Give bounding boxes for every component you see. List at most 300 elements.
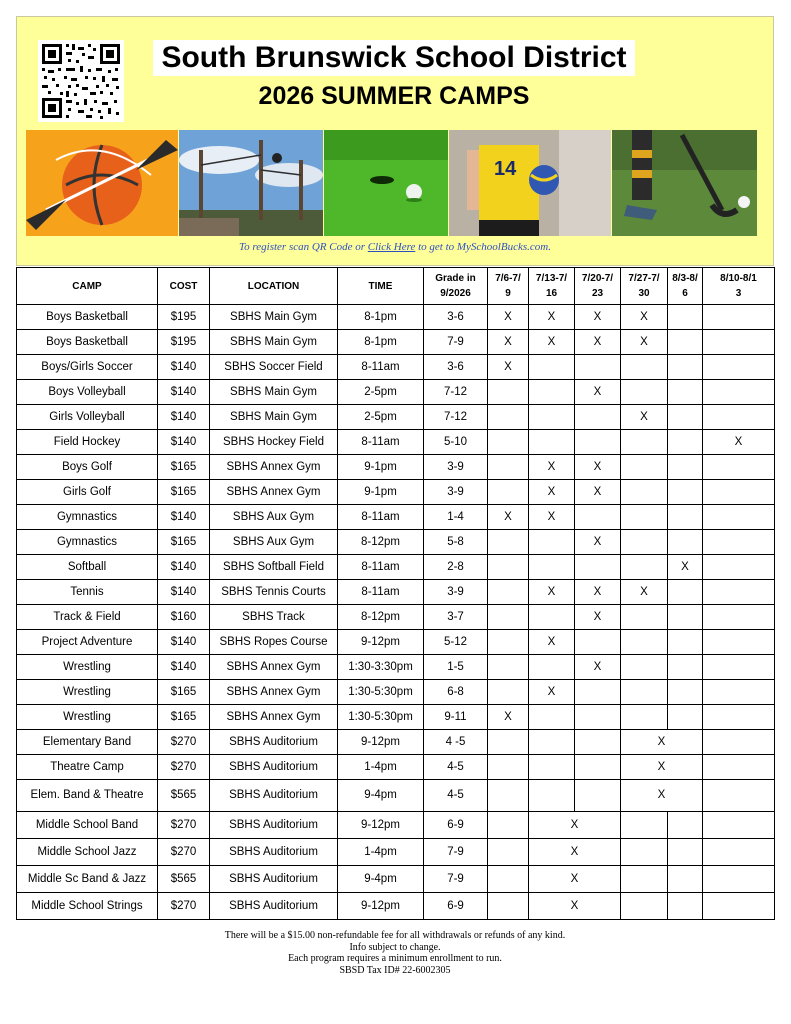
header-camp: CAMP bbox=[17, 268, 158, 305]
footer-enrollment-note: Each program requires a minimum enrollment to run. bbox=[288, 953, 502, 964]
cell-grade: 7-9 bbox=[424, 330, 488, 355]
cell-week-1 bbox=[488, 455, 529, 480]
ropes-course-icon bbox=[179, 130, 323, 236]
cell-week-3 bbox=[575, 630, 621, 655]
cell-camp: Boys Basketball bbox=[17, 305, 158, 330]
cell-week-3: X bbox=[575, 305, 621, 330]
cell-week-1 bbox=[488, 580, 529, 605]
header-week-2 bbox=[529, 268, 575, 305]
cell-week-3 bbox=[575, 405, 621, 430]
table-row bbox=[17, 780, 775, 812]
cell-grade: 7-9 bbox=[424, 839, 488, 866]
ropes-course-photo bbox=[179, 130, 323, 236]
cell-time: 1-4pm bbox=[338, 755, 424, 780]
cell-time: 2-5pm bbox=[338, 405, 424, 430]
table-row bbox=[17, 455, 775, 480]
cell-camp: Elem. Band & Theatre bbox=[17, 780, 158, 812]
cell-time: 8-1pm bbox=[338, 330, 424, 355]
golf-photo bbox=[324, 130, 448, 236]
footer-fee-note: There will be a $15.00 non-refundable fee for all withdrawals or refunds of any kind. bbox=[224, 930, 566, 941]
cell-week-4 bbox=[621, 555, 668, 580]
cell-location: SBHS Main Gym bbox=[210, 330, 338, 355]
cell-week-1 bbox=[488, 866, 529, 893]
cell-week-1 bbox=[488, 380, 529, 405]
cell-cost: $165 bbox=[158, 705, 210, 730]
cell-location: SBHS Auditorium bbox=[210, 839, 338, 866]
header-week-6-text: 8/10-8/13 bbox=[720, 273, 757, 299]
table-row bbox=[17, 893, 775, 920]
cell-week-6 bbox=[703, 505, 775, 530]
cell-week-6 bbox=[703, 480, 775, 505]
cell-cost: $165 bbox=[158, 455, 210, 480]
cell-location: SBHS Annex Gym bbox=[210, 480, 338, 505]
cell-week-2 bbox=[529, 405, 575, 430]
cell-week-4: X bbox=[621, 580, 668, 605]
cell-time: 8-12pm bbox=[338, 605, 424, 630]
cell-cost: $270 bbox=[158, 730, 210, 755]
cell-week-3 bbox=[575, 755, 621, 780]
cell-week-3: X bbox=[575, 530, 621, 555]
cell-location: SBHS Aux Gym bbox=[210, 530, 338, 555]
volleyball-photo bbox=[449, 130, 611, 236]
header-grade-text: Grade in 9/2026 bbox=[435, 273, 476, 299]
cell-week-4 bbox=[621, 505, 668, 530]
cell-grade: 2-8 bbox=[424, 555, 488, 580]
cell-week-1 bbox=[488, 839, 529, 866]
cell-grade: 4-5 bbox=[424, 755, 488, 780]
cell-location: SBHS Auditorium bbox=[210, 812, 338, 839]
table-row bbox=[17, 730, 775, 755]
cell-cost: $270 bbox=[158, 893, 210, 920]
cell-week-4: X bbox=[621, 330, 668, 355]
header-time: TIME bbox=[338, 268, 424, 305]
cell-grade: 7-9 bbox=[424, 866, 488, 893]
cell-camp: Theatre Camp bbox=[17, 755, 158, 780]
cell-grade: 5-12 bbox=[424, 630, 488, 655]
cell-location: SBHS Annex Gym bbox=[210, 655, 338, 680]
header-week-5 bbox=[668, 268, 703, 305]
cell-grade: 1-4 bbox=[424, 505, 488, 530]
cell-week-1: X bbox=[488, 705, 529, 730]
cell-location: SBHS Soccer Field bbox=[210, 355, 338, 380]
cell-time: 9-12pm bbox=[338, 630, 424, 655]
cell-week-4-5: X bbox=[621, 780, 703, 812]
qr-code[interactable] bbox=[38, 40, 124, 122]
cell-week-5 bbox=[668, 305, 703, 330]
cell-camp: Boys Volleyball bbox=[17, 380, 158, 405]
register-instructions bbox=[16, 241, 774, 253]
cell-week-3 bbox=[575, 780, 621, 812]
svg-text:14: 14 bbox=[494, 158, 517, 180]
cell-location: SBHS Ropes Course bbox=[210, 630, 338, 655]
cell-grade: 6-9 bbox=[424, 893, 488, 920]
cell-time: 8-1pm bbox=[338, 305, 424, 330]
cell-week-2: X bbox=[529, 305, 575, 330]
register-text-before: To register scan QR Code or bbox=[239, 241, 368, 253]
cell-time: 1:30-3:30pm bbox=[338, 655, 424, 680]
cell-week-6: X bbox=[703, 430, 775, 455]
cell-cost: $140 bbox=[158, 555, 210, 580]
cell-week-5 bbox=[668, 680, 703, 705]
table-row bbox=[17, 755, 775, 780]
cell-camp: Wrestling bbox=[17, 655, 158, 680]
cell-week-4 bbox=[621, 839, 668, 866]
table-row bbox=[17, 380, 775, 405]
cell-time: 8-12pm bbox=[338, 530, 424, 555]
cell-week-2 bbox=[529, 355, 575, 380]
cell-week-5 bbox=[668, 866, 703, 893]
cell-grade: 3-9 bbox=[424, 480, 488, 505]
cell-week-3 bbox=[575, 705, 621, 730]
header-week-3-text: 7/20-7/23 bbox=[581, 273, 614, 299]
cell-grade: 3-9 bbox=[424, 455, 488, 480]
cell-week-6 bbox=[703, 780, 775, 812]
cell-week-5 bbox=[668, 812, 703, 839]
cell-cost: $140 bbox=[158, 405, 210, 430]
cell-time: 9-4pm bbox=[338, 780, 424, 812]
cell-week-2 bbox=[529, 380, 575, 405]
cell-time: 8-11am bbox=[338, 555, 424, 580]
cell-week-6 bbox=[703, 755, 775, 780]
cell-camp: Boys/Girls Soccer bbox=[17, 355, 158, 380]
cell-grade: 7-12 bbox=[424, 380, 488, 405]
cell-cost: $195 bbox=[158, 330, 210, 355]
cell-location: SBHS Softball Field bbox=[210, 555, 338, 580]
header-week-1 bbox=[488, 268, 529, 305]
cell-grade: 3-6 bbox=[424, 305, 488, 330]
cell-week-2: X bbox=[529, 505, 575, 530]
header-location: LOCATION bbox=[210, 268, 338, 305]
golf-icon bbox=[324, 130, 448, 236]
cell-camp: Boys Basketball bbox=[17, 330, 158, 355]
cell-week-4 bbox=[621, 630, 668, 655]
cell-week-3 bbox=[575, 730, 621, 755]
cell-time: 8-11am bbox=[338, 505, 424, 530]
table-body bbox=[17, 305, 775, 920]
cell-cost: $165 bbox=[158, 680, 210, 705]
cell-week-4 bbox=[621, 893, 668, 920]
cell-week-2 bbox=[529, 555, 575, 580]
cell-time: 2-5pm bbox=[338, 380, 424, 405]
cell-week-1 bbox=[488, 893, 529, 920]
cell-week-1: X bbox=[488, 355, 529, 380]
table-row bbox=[17, 630, 775, 655]
cell-grade: 5-8 bbox=[424, 530, 488, 555]
cell-grade: 4-5 bbox=[424, 780, 488, 812]
cell-week-4 bbox=[621, 680, 668, 705]
cell-week-3 bbox=[575, 555, 621, 580]
cell-time: 9-12pm bbox=[338, 893, 424, 920]
cell-week-6 bbox=[703, 330, 775, 355]
cell-week-4 bbox=[621, 655, 668, 680]
cell-week-5 bbox=[668, 530, 703, 555]
cell-week-4-5: X bbox=[621, 730, 703, 755]
cell-time: 9-1pm bbox=[338, 455, 424, 480]
cell-week-4 bbox=[621, 812, 668, 839]
cell-camp: Tennis bbox=[17, 580, 158, 605]
cell-camp: Middle School Band bbox=[17, 812, 158, 839]
cell-week-5 bbox=[668, 430, 703, 455]
table-row bbox=[17, 580, 775, 605]
cell-time: 8-11am bbox=[338, 580, 424, 605]
cell-week-5 bbox=[668, 405, 703, 430]
cell-week-5 bbox=[668, 630, 703, 655]
header-grade bbox=[424, 268, 488, 305]
cell-week-4 bbox=[621, 866, 668, 893]
cell-grade: 3-9 bbox=[424, 580, 488, 605]
cell-grade: 6-9 bbox=[424, 812, 488, 839]
cell-week-3 bbox=[575, 430, 621, 455]
footer-change-note: Info subject to change. bbox=[349, 941, 441, 953]
cell-week-3: X bbox=[575, 655, 621, 680]
cell-time: 9-12pm bbox=[338, 730, 424, 755]
cell-time: 9-12pm bbox=[338, 812, 424, 839]
cell-location: SBHS Aux Gym bbox=[210, 505, 338, 530]
cell-time: 1-4pm bbox=[338, 839, 424, 866]
camps-table bbox=[16, 267, 775, 920]
cell-week-3 bbox=[575, 680, 621, 705]
cell-week-5 bbox=[668, 380, 703, 405]
cell-week-1 bbox=[488, 780, 529, 812]
cell-week-2 bbox=[529, 730, 575, 755]
cell-week-4 bbox=[621, 705, 668, 730]
cell-week-1 bbox=[488, 680, 529, 705]
cell-week-2 bbox=[529, 780, 575, 812]
table-row bbox=[17, 430, 775, 455]
cell-week-2-3: X bbox=[529, 812, 621, 839]
cell-week-2: X bbox=[529, 480, 575, 505]
qr-code-icon bbox=[38, 40, 124, 122]
cell-week-3: X bbox=[575, 455, 621, 480]
cell-camp: Softball bbox=[17, 555, 158, 580]
cell-cost: $140 bbox=[158, 355, 210, 380]
cell-cost: $140 bbox=[158, 580, 210, 605]
camps-title: 2026 SUMMER CAMPS bbox=[258, 82, 530, 110]
cell-week-4 bbox=[621, 605, 668, 630]
cell-week-3: X bbox=[575, 605, 621, 630]
cell-week-6 bbox=[703, 893, 775, 920]
cell-week-4-5: X bbox=[621, 755, 703, 780]
table-row bbox=[17, 530, 775, 555]
table-row bbox=[17, 405, 775, 430]
cell-week-4 bbox=[621, 455, 668, 480]
cell-cost: $565 bbox=[158, 866, 210, 893]
cell-week-2: X bbox=[529, 630, 575, 655]
field-hockey-icon bbox=[612, 130, 757, 236]
cell-location: SBHS Auditorium bbox=[210, 730, 338, 755]
cell-location: SBHS Track bbox=[210, 605, 338, 630]
header-week-2-text: 7/13-7/16 bbox=[535, 273, 568, 299]
cell-location: SBHS Auditorium bbox=[210, 755, 338, 780]
cell-week-5 bbox=[668, 893, 703, 920]
cell-week-1 bbox=[488, 605, 529, 630]
cell-cost: $270 bbox=[158, 755, 210, 780]
cell-week-3: X bbox=[575, 580, 621, 605]
table-row bbox=[17, 355, 775, 380]
cell-location: SBHS Annex Gym bbox=[210, 705, 338, 730]
cell-time: 1:30-5:30pm bbox=[338, 680, 424, 705]
cell-week-2: X bbox=[529, 580, 575, 605]
table-row bbox=[17, 655, 775, 680]
cell-cost: $165 bbox=[158, 530, 210, 555]
cell-week-2 bbox=[529, 430, 575, 455]
table-row bbox=[17, 605, 775, 630]
cell-week-5 bbox=[668, 480, 703, 505]
cell-week-1: X bbox=[488, 505, 529, 530]
cell-cost: $270 bbox=[158, 839, 210, 866]
table-row bbox=[17, 555, 775, 580]
cell-week-6 bbox=[703, 355, 775, 380]
basketball-icon bbox=[26, 130, 178, 236]
cell-week-1 bbox=[488, 755, 529, 780]
cell-cost: $165 bbox=[158, 480, 210, 505]
cell-location: SBHS Auditorium bbox=[210, 893, 338, 920]
header-week-4-text: 7/27-7/30 bbox=[628, 273, 660, 299]
cell-grade: 3-7 bbox=[424, 605, 488, 630]
cell-week-1 bbox=[488, 555, 529, 580]
cell-location: SBHS Auditorium bbox=[210, 866, 338, 893]
cell-camp: Girls Volleyball bbox=[17, 405, 158, 430]
cell-grade: 1-5 bbox=[424, 655, 488, 680]
table-row bbox=[17, 505, 775, 530]
cell-week-3 bbox=[575, 355, 621, 380]
cell-camp: Middle School Jazz bbox=[17, 839, 158, 866]
cell-week-2 bbox=[529, 755, 575, 780]
cell-week-5 bbox=[668, 605, 703, 630]
cell-week-6 bbox=[703, 680, 775, 705]
cell-location: SBHS Main Gym bbox=[210, 405, 338, 430]
cell-week-6 bbox=[703, 305, 775, 330]
cell-week-1 bbox=[488, 530, 529, 555]
cell-week-3 bbox=[575, 505, 621, 530]
cell-grade: 7-12 bbox=[424, 405, 488, 430]
cell-cost: $160 bbox=[158, 605, 210, 630]
cell-grade: 5-10 bbox=[424, 430, 488, 455]
cell-week-6 bbox=[703, 405, 775, 430]
table-header-row bbox=[17, 268, 775, 305]
cell-camp: Wrestling bbox=[17, 680, 158, 705]
cell-cost: $140 bbox=[158, 505, 210, 530]
header-week-5-text: 8/3-8/6 bbox=[672, 273, 698, 299]
cell-time: 9-4pm bbox=[338, 866, 424, 893]
cell-week-1 bbox=[488, 480, 529, 505]
cell-week-5 bbox=[668, 655, 703, 680]
table-row bbox=[17, 680, 775, 705]
cell-week-2 bbox=[529, 530, 575, 555]
cell-week-6 bbox=[703, 555, 775, 580]
cell-grade: 4 -5 bbox=[424, 730, 488, 755]
cell-cost: $140 bbox=[158, 630, 210, 655]
footer-tax-id: SBSD Tax ID# 22-6002305 bbox=[339, 964, 451, 976]
cell-grade: 3-6 bbox=[424, 355, 488, 380]
cell-week-3: X bbox=[575, 380, 621, 405]
district-title: South Brunswick School District bbox=[153, 40, 635, 76]
cell-grade: 9-11 bbox=[424, 705, 488, 730]
volleyball-icon bbox=[449, 130, 611, 236]
cell-time: 8-11am bbox=[338, 355, 424, 380]
cell-camp: Project Adventure bbox=[17, 630, 158, 655]
cell-location: SBHS Auditorium bbox=[210, 780, 338, 812]
cell-location: SBHS Annex Gym bbox=[210, 455, 338, 480]
cell-location: SBHS Main Gym bbox=[210, 380, 338, 405]
header-week-3 bbox=[575, 268, 621, 305]
cell-week-6 bbox=[703, 530, 775, 555]
cell-week-1: X bbox=[488, 305, 529, 330]
table-row bbox=[17, 812, 775, 839]
header-cost: COST bbox=[158, 268, 210, 305]
cell-week-5 bbox=[668, 455, 703, 480]
cell-week-4 bbox=[621, 355, 668, 380]
cell-camp: Middle Sc Band & Jazz bbox=[17, 866, 158, 893]
cell-week-4 bbox=[621, 530, 668, 555]
cell-week-1: X bbox=[488, 330, 529, 355]
cell-week-5 bbox=[668, 505, 703, 530]
cell-week-1 bbox=[488, 655, 529, 680]
cell-camp: Gymnastics bbox=[17, 530, 158, 555]
cell-week-5 bbox=[668, 355, 703, 380]
cell-week-2: X bbox=[529, 330, 575, 355]
cell-week-6 bbox=[703, 705, 775, 730]
cell-camp: Girls Golf bbox=[17, 480, 158, 505]
cell-time: 8-11am bbox=[338, 430, 424, 455]
cell-week-2: X bbox=[529, 680, 575, 705]
cell-week-5: X bbox=[668, 555, 703, 580]
cell-location: SBHS Main Gym bbox=[210, 305, 338, 330]
table-row bbox=[17, 839, 775, 866]
cell-week-6 bbox=[703, 866, 775, 893]
cell-week-5 bbox=[668, 839, 703, 866]
cell-cost: $195 bbox=[158, 305, 210, 330]
register-text-after: to get to MySchoolBucks.com. bbox=[415, 241, 551, 253]
cell-week-1 bbox=[488, 405, 529, 430]
header-week-1-text: 7/6-7/9 bbox=[495, 273, 521, 299]
cell-week-4 bbox=[621, 430, 668, 455]
cell-week-4: X bbox=[621, 305, 668, 330]
cell-week-2 bbox=[529, 655, 575, 680]
cell-cost: $140 bbox=[158, 655, 210, 680]
cell-cost: $140 bbox=[158, 380, 210, 405]
cell-week-3: X bbox=[575, 330, 621, 355]
table-row bbox=[17, 305, 775, 330]
cell-camp: Gymnastics bbox=[17, 505, 158, 530]
cell-cost: $565 bbox=[158, 780, 210, 812]
cell-time: 9-1pm bbox=[338, 480, 424, 505]
cell-camp: Elementary Band bbox=[17, 730, 158, 755]
cell-week-2-3: X bbox=[529, 839, 621, 866]
cell-camp: Middle School Strings bbox=[17, 893, 158, 920]
cell-week-1 bbox=[488, 812, 529, 839]
table-row bbox=[17, 866, 775, 893]
table-row bbox=[17, 330, 775, 355]
cell-location: SBHS Hockey Field bbox=[210, 430, 338, 455]
table-row bbox=[17, 480, 775, 505]
cell-week-6 bbox=[703, 455, 775, 480]
click-here-link[interactable]: Click Here bbox=[367, 241, 416, 253]
cell-week-5 bbox=[668, 330, 703, 355]
cell-week-6 bbox=[703, 380, 775, 405]
cell-week-1 bbox=[488, 630, 529, 655]
cell-week-4: X bbox=[621, 405, 668, 430]
cell-week-2-3: X bbox=[529, 866, 621, 893]
cell-week-6 bbox=[703, 839, 775, 866]
cell-location: SBHS Annex Gym bbox=[210, 680, 338, 705]
photo-strip bbox=[26, 130, 757, 236]
field-hockey-photo bbox=[612, 130, 757, 236]
cell-time: 1:30-5:30pm bbox=[338, 705, 424, 730]
cell-week-5 bbox=[668, 705, 703, 730]
cell-week-3: X bbox=[575, 480, 621, 505]
cell-camp: Boys Golf bbox=[17, 455, 158, 480]
